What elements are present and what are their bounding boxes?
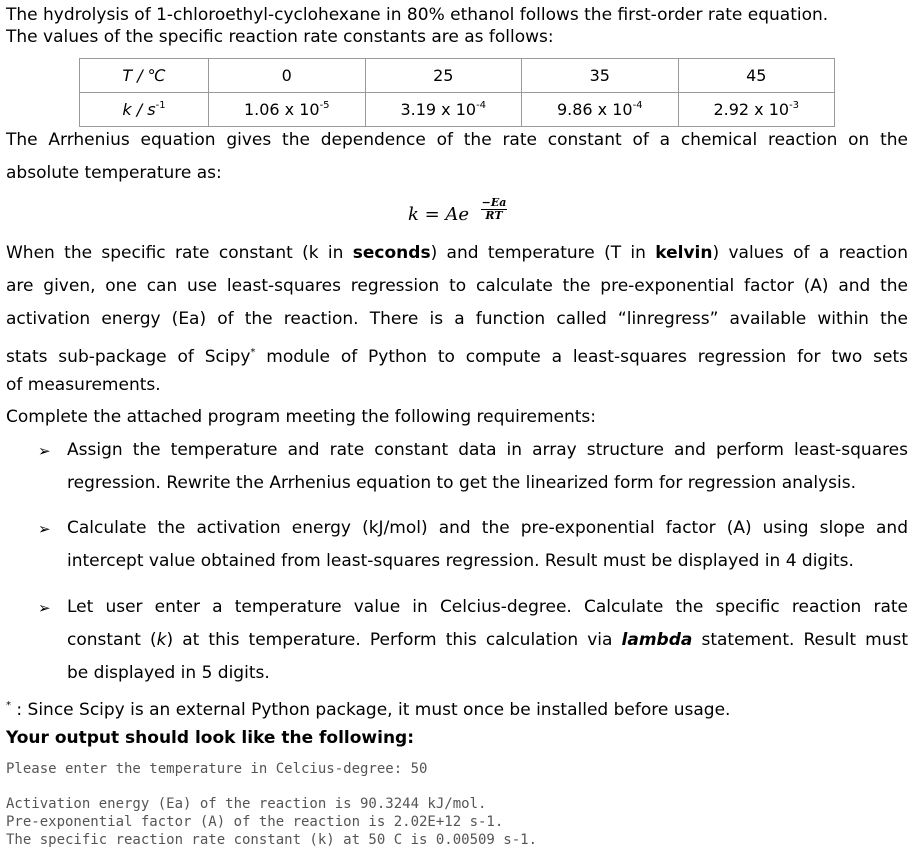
bullet-1-line-2: regression. Rewrite the Arrhenius equation to get the linearized form for regression analysis. [67, 473, 856, 493]
rate-cell: 2.92 x $10^{-3}$ [678, 93, 835, 127]
rate-cell: 1.06 x $10^{-5}$ [209, 93, 366, 127]
exponent-numerator: −Ea [481, 196, 507, 209]
console-line-2: Pre-exponential factor (A) of the reaction is 2.02E+12 s-1. [6, 814, 504, 830]
temperature-cell: 0 [209, 59, 366, 93]
arrow-bullet-icon: ➢ [38, 442, 51, 460]
regression-line-1: When the specific rate constant (k in seconds) and temperature (T in kelvin) values of a reaction [6, 243, 908, 263]
exponent-denominator: RT [485, 209, 503, 222]
bullet-3-line-2: constant (k) at this temperature. Perform this calculation via lambda statement. Result must [67, 630, 908, 650]
temperature-cell: 45 [678, 59, 835, 93]
arrhenius-intro-2 [6, 157, 908, 190]
arrhenius-line-2: absolute temperature as: [6, 163, 222, 183]
rate-header: k / $s^{-1}$ [80, 93, 209, 127]
bullet-2-line-1: Calculate the activation energy (kJ/mol) and the pre-exponential factor (A) using slope and [67, 518, 908, 538]
regression-line-2: are given, one can use least-squares regression to calculate the pre-exponential factor (A) and the [6, 276, 908, 296]
bullet-2-line-2: intercept value obtained from least-squares regression. Result must be displayed in 4 digits. [67, 551, 854, 571]
footnote: * : Since Scipy is an external Python package, it must once be installed before usage. [6, 700, 731, 720]
rate-cell: 9.86 x $10^{-4}$ [522, 93, 679, 127]
arrhenius-equation [408, 196, 528, 232]
bullet-1-line-1: Assign the temperature and rate constant data in array structure and perform least-squares [67, 440, 908, 460]
intro-line-1: The hydrolysis of 1-chloroethyl-cyclohexane in 80% ethanol follows the first-order rate equation. [6, 5, 829, 25]
arrow-bullet-icon: ➢ [38, 520, 51, 538]
arrow-bullet-icon: ➢ [38, 599, 51, 617]
arrhenius-line-1: The Arrhenius equation gives the dependence of the rate constant of a chemical reaction on the [6, 130, 908, 150]
temperature-row [80, 59, 835, 93]
rate-constant-table [79, 58, 835, 127]
intro [6, 4, 908, 48]
temperature-cell: 35 [522, 59, 679, 93]
equation-lhs: k = Ae [408, 204, 470, 225]
equation-exponent [481, 196, 507, 222]
bullet-3-line-3: be displayed in 5 digits. [67, 663, 270, 683]
temperature-cell: 25 [365, 59, 522, 93]
intro-line-2: The values of the specific reaction rate constants are as follows: [6, 27, 554, 47]
bullet-3-line-1: Let user enter a temperature value in Celcius-degree. Calculate the specific reaction rate [67, 597, 908, 617]
regression-line-4: stats sub-package of Scipy* module of Python to compute a least-squares regression for two sets [6, 347, 908, 367]
regression-line-3: activation energy (Ea) of the reaction. There is a function called “linregress” available within the [6, 309, 908, 329]
requirements-heading: Complete the attached program meeting the following requirements: [6, 407, 596, 427]
regression-line-5: of measurements. [6, 375, 161, 395]
rate-row [80, 93, 835, 127]
temperature-header: T / ℃ [80, 59, 209, 93]
console-prompt: Please enter the temperature in Celcius-degree: 50 [6, 761, 428, 777]
console-line-1: Activation energy (Ea) of the reaction is 90.3244 kJ/mol. [6, 796, 487, 812]
rate-cell: 3.19 x $10^{-4}$ [365, 93, 522, 127]
console-line-3: The specific reaction rate constant (k) at 50 C is 0.00509 s-1. [6, 832, 538, 848]
arrhenius-intro [6, 124, 908, 157]
output-heading: Your output should look like the following: [6, 728, 415, 748]
